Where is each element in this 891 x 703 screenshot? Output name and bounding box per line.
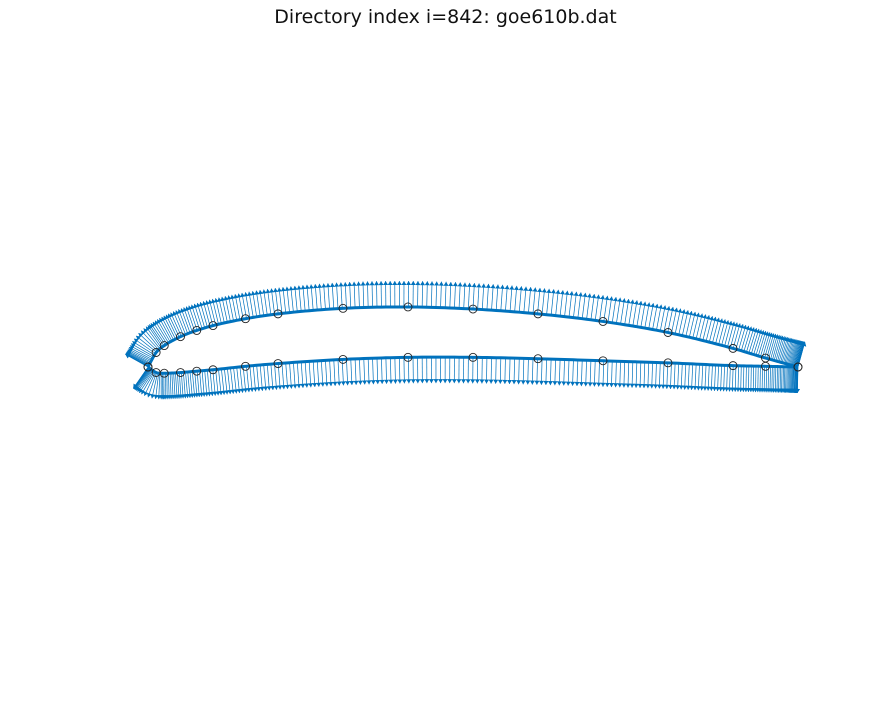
normal-vector-head — [596, 383, 601, 387]
normal-vector-head — [305, 285, 310, 289]
normal-vector-head — [666, 306, 671, 310]
normal-vector-head — [605, 383, 610, 387]
normal-vector-head — [519, 286, 524, 290]
normal-vector-head — [392, 281, 397, 285]
normal-vector-head — [309, 284, 314, 288]
normal-vector-head — [461, 379, 466, 383]
normal-vector-head — [646, 302, 651, 306]
normal-vector-head — [347, 282, 352, 286]
normal-vector-head — [424, 379, 429, 383]
normal-vector-head — [247, 292, 252, 296]
normal-vector-head — [343, 282, 348, 286]
normal-vector-head — [560, 290, 565, 294]
normal-vector-head — [406, 281, 411, 285]
normal-vector-head — [443, 282, 448, 286]
normal-vector-head — [498, 380, 503, 384]
normal-vector-head — [438, 379, 443, 383]
normal-vector-head — [592, 382, 597, 386]
normal-vector-head — [466, 379, 471, 383]
normal-vector-head — [365, 281, 370, 285]
normal-vector-head — [415, 281, 420, 285]
normal-vector-head — [415, 379, 420, 383]
normal-vector-head — [420, 281, 425, 285]
normal-vector-head — [316, 383, 321, 387]
normal-vector-head — [447, 379, 452, 383]
normal-vector-head — [332, 382, 337, 386]
normal-vector-head — [429, 281, 434, 285]
normal-vector-head — [420, 379, 425, 383]
normal-vector-head — [370, 281, 375, 285]
normal-vector-head — [601, 383, 606, 387]
normal-vector-head — [516, 380, 521, 384]
normal-vector-head — [317, 284, 322, 288]
normal-vector-head — [443, 379, 448, 383]
normal-vector-head — [458, 282, 463, 286]
normal-vector-head — [543, 381, 548, 385]
normal-vector-head — [397, 281, 402, 285]
normal-vector-head — [361, 281, 366, 285]
normal-vector-head — [328, 382, 333, 386]
normal-vector-head — [654, 304, 659, 308]
normal-vector-head — [384, 380, 389, 384]
normal-vector-head — [609, 383, 614, 387]
normal-vector-head — [330, 283, 335, 287]
normal-vector-head — [512, 380, 517, 384]
normal-vector-head — [670, 307, 675, 311]
normal-vector-head — [374, 281, 379, 285]
normal-vector-head — [626, 383, 631, 387]
normal-vector-head — [380, 380, 385, 384]
chart-title: Directory index i=842: goe610b.dat — [274, 6, 617, 28]
normal-vector-head — [292, 384, 297, 388]
normal-vector-head — [326, 283, 331, 287]
normal-vector-head — [569, 291, 574, 295]
normal-vector-head — [467, 283, 472, 287]
normal-vector-head — [578, 292, 583, 296]
normal-vector-head — [470, 379, 475, 383]
normal-vector-head — [406, 379, 411, 383]
normal-vector-head — [505, 285, 510, 289]
normal-vector-head — [609, 296, 614, 300]
normal-vector-head — [490, 284, 495, 288]
normal-vector-head — [401, 281, 406, 285]
normal-vector-head — [613, 297, 618, 301]
normal-vector-head — [600, 295, 605, 299]
normal-vector-head — [320, 382, 325, 386]
normal-vector-head — [566, 382, 571, 386]
normal-vector-head — [300, 384, 305, 388]
normal-vector-head — [439, 282, 444, 286]
normal-vector-head — [356, 282, 361, 286]
normal-vector-head — [362, 380, 367, 384]
normal-vector-head — [557, 381, 562, 385]
normal-vector-head — [354, 381, 359, 385]
normal-vector-head — [476, 283, 481, 287]
normal-vector-head — [561, 381, 566, 385]
normal-vector-head — [312, 383, 317, 387]
normal-vector-head — [587, 293, 592, 297]
normal-vector-head — [489, 380, 494, 384]
normal-vector-head — [588, 382, 593, 386]
normal-vector-head — [345, 381, 350, 385]
normal-vector-head — [551, 289, 556, 293]
normal-vector-head — [462, 283, 467, 287]
normal-vector-head — [493, 380, 498, 384]
normal-vector-head — [574, 292, 579, 296]
normal-vector-head — [296, 384, 301, 388]
normal-vector-head — [596, 295, 601, 299]
normal-vector-head — [617, 383, 622, 387]
normal-vector-head — [582, 293, 587, 297]
normal-vector-head — [452, 379, 457, 383]
normal-vector-head — [334, 283, 339, 287]
normal-vector-head — [500, 285, 505, 289]
normal-vector-head — [393, 380, 398, 384]
normal-vector-head — [514, 286, 519, 290]
normal-vector-head — [448, 282, 453, 286]
normal-vector-head — [539, 381, 544, 385]
normal-vector-head — [634, 300, 639, 304]
normal-vector-head — [304, 383, 309, 387]
normal-vector-head — [383, 281, 388, 285]
normal-vector-head — [537, 288, 542, 292]
normal-vector-head — [509, 286, 514, 290]
normal-vector-head — [548, 381, 553, 385]
normal-vector-head — [521, 380, 526, 384]
normal-vector-head — [613, 383, 618, 387]
normal-vector-head — [388, 281, 393, 285]
normal-vector-head — [570, 382, 575, 386]
normal-vector-head — [621, 298, 626, 302]
normal-vector-head — [479, 379, 484, 383]
normal-vector-head — [523, 287, 528, 291]
normal-vector-head — [617, 298, 622, 302]
normal-vector-head — [534, 381, 539, 385]
normal-vector-head — [650, 303, 655, 307]
normal-vector-head — [507, 380, 512, 384]
normal-vector-head — [313, 284, 318, 288]
normal-vector-head — [630, 300, 635, 304]
normal-vector-head — [530, 381, 535, 385]
normal-vector-head — [502, 380, 507, 384]
normal-vector-head — [495, 285, 500, 289]
normal-vector-head — [604, 296, 609, 300]
normal-vector-head — [486, 284, 491, 288]
normal-vector-head — [658, 305, 663, 309]
normal-vector-head — [591, 294, 596, 298]
normal-vector-head — [481, 284, 486, 288]
normal-vector-head — [321, 283, 326, 287]
normal-vector-head — [402, 379, 407, 383]
normal-vector-head — [575, 382, 580, 386]
normal-vector-head — [433, 379, 438, 383]
normal-vector-head — [565, 291, 570, 295]
normal-vector-head — [358, 381, 363, 385]
normal-vector-head — [622, 383, 627, 387]
normal-vector-head — [583, 382, 588, 386]
normal-vector-head — [528, 287, 533, 291]
normal-vector-head — [456, 379, 461, 383]
normal-vector-head — [626, 299, 631, 303]
normal-vector-head — [472, 283, 477, 287]
normal-vector-head — [434, 281, 439, 285]
normal-vector-head — [366, 380, 371, 384]
normal-vector-head — [397, 379, 402, 383]
normal-vector-head — [251, 291, 256, 295]
normal-vector-head — [411, 379, 416, 383]
normal-vector-head — [533, 288, 538, 292]
normal-vector-head — [339, 282, 344, 286]
normal-vector-head — [411, 281, 416, 285]
normal-vector-head — [453, 282, 458, 286]
normal-vector-head — [546, 289, 551, 293]
normal-vector-head — [662, 305, 667, 309]
normal-vector-head — [388, 380, 393, 384]
normal-vector-head — [244, 292, 249, 296]
normal-vector-head — [349, 381, 354, 385]
normal-vector-head — [525, 380, 530, 384]
normal-vector-head — [674, 308, 679, 312]
normal-vector-head — [352, 282, 357, 286]
normal-vector-head — [429, 379, 434, 383]
normal-vector-head — [379, 281, 384, 285]
normal-vector-head — [579, 382, 584, 386]
normal-vector-head — [337, 382, 342, 386]
normal-vector-head — [552, 381, 557, 385]
normal-vector-head — [324, 382, 329, 386]
normal-vector-head — [542, 288, 547, 292]
normal-vector-head — [371, 380, 376, 384]
normal-vector-head — [642, 302, 647, 306]
normal-vector-head — [425, 281, 430, 285]
normal-vector-head — [341, 381, 346, 385]
normal-vector-head — [630, 384, 635, 388]
normal-vector-head — [634, 384, 639, 388]
normal-vector-head — [638, 301, 643, 305]
normal-vector-head — [308, 383, 313, 387]
normal-vector-head — [484, 379, 489, 383]
normal-vector-head — [375, 380, 380, 384]
normal-vector-head — [475, 379, 480, 383]
normal-vector-head — [555, 290, 560, 294]
